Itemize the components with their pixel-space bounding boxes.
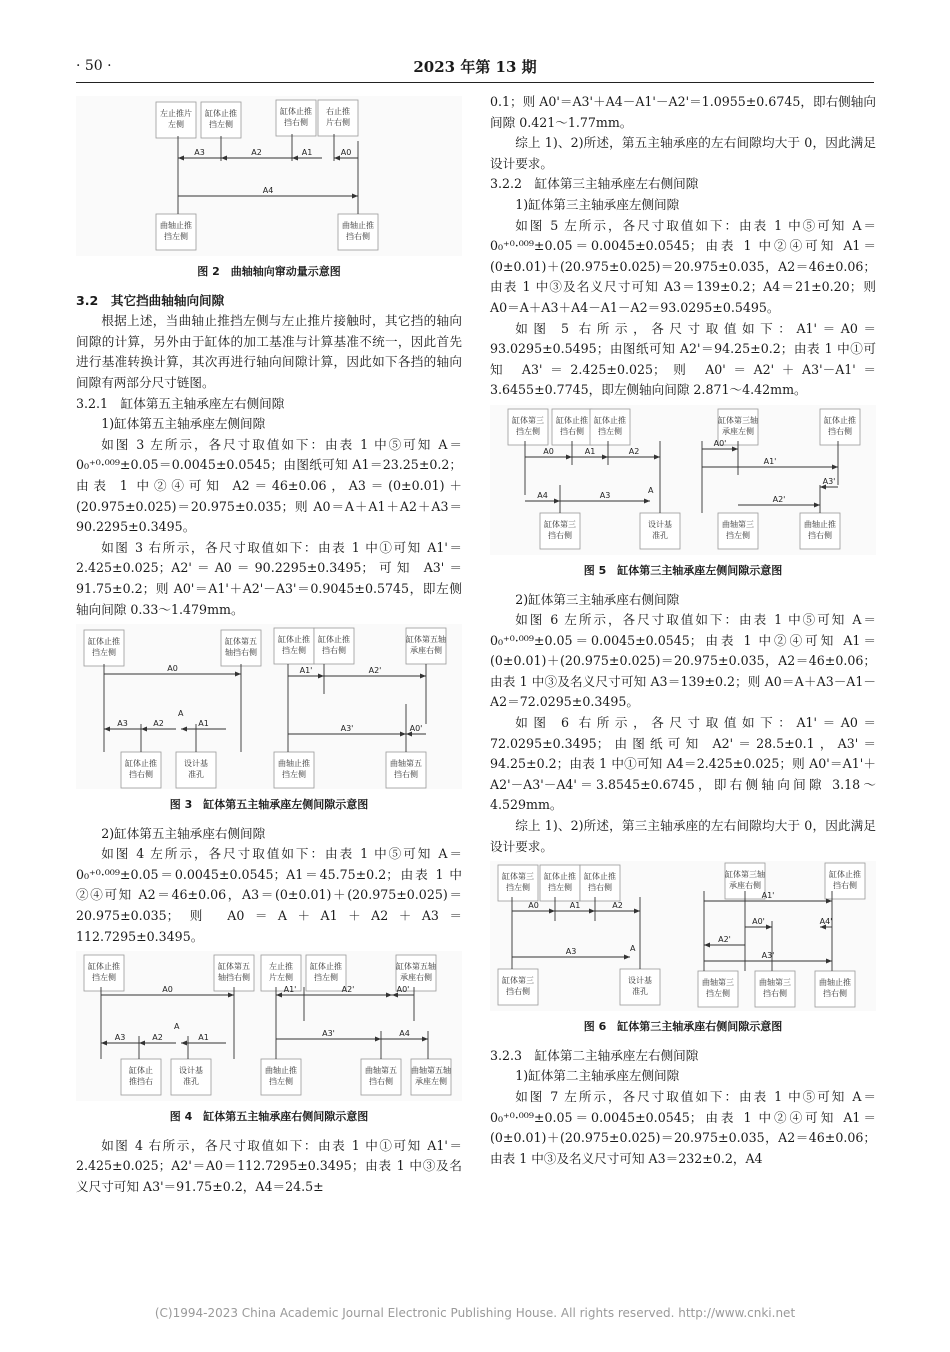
box-r-crank-5-left-text: 承座左侧 [415,1077,447,1087]
dim-r-a4-arrow [422,1037,428,1042]
box-l-block-thrust-left-text: 缸体止推 [88,637,120,647]
dim-l-a4-arrow [554,498,560,503]
box-block-thrust-right-text: 挡右侧 [284,118,308,127]
dim-a4-label: A4 [262,186,274,195]
box-block-thrust-right-text: 缸体止推 [280,107,312,116]
dim-l-a1-label: A1 [569,901,581,911]
dim-l-a3-label: A3 [117,719,128,729]
dim-l-a0-arrow [549,909,555,914]
figure-2-caption: 图 2 曲轴轴向窜动量示意图 [197,265,341,278]
dim-a2-label: A2 [251,148,262,157]
box-l-datum-hole-text: 设计基 [648,519,672,529]
box-block-thrust-left-text: 缸体止推 [205,109,237,118]
dim-r-a3p-arrow [826,959,832,964]
figure-6-caption: 图 6 缸体第三主轴承座右侧间隙示意图 [583,1020,783,1034]
running-header [76,52,874,83]
dim-l-a1-arrow [589,909,595,914]
box-r-block-3-right-text: 承座右侧 [729,881,761,891]
dim-l-a-label: A [648,485,654,495]
paragraph: 如图 4 左所示，各尺寸取值如下：由表 1 中⑤可知 A＝0₀⁺⁰·⁰⁰⁹±0.05＝0.0045±0.0545；A1＝45.75±0.2；由表 1 中②④可知 A2＝46±0.06，A3＝(0±0.01)＋(20.975±0.025)＝20.975±0.035；则 A0＝A＋A1＋A2＋A3＝112.7295±0.3495。 [76,846,462,944]
figure-4 [76,951,462,1101]
dim-r-a4-label: A4 [399,1029,410,1039]
box-r-block-thrust-left-text: 挡左侧 [282,646,306,656]
paragraph: 如图 4 右所示，各尺寸取值如下：由表 1 中①可知 A1'＝2.425±0.025；A2'＝A0＝112.7295±0.3495；由表 1 中③及名义尺寸可知 A3'＝91.75±0.2，A4＝24.5± [76,1137,462,1195]
box-r-block-thrust-right-text: 缸体止推 [318,635,350,645]
dim-r-a0p-label: A0' [713,438,727,448]
dim-l-a2-arrow [141,727,147,732]
left-column [76,92,462,1198]
figure-3 [76,624,462,789]
dim-r-a3p-arrow [375,1037,381,1042]
figure-6 [490,861,876,1011]
paragraph: 如图 3 右所示，各尺寸取值如下：由表 1 中①可知 A1'＝2.425±0.025；A2'＝A0＝90.2295±0.3495；可知 A3'＝91.75±0.2；则 A0'＝A1'＋A2'－A3'＝0.9045±0.5745，即左侧轴向间隙 0.33～1.479mm。 [76,539,462,617]
box-r-block-3-left-text: 缸体第三轴 [718,415,758,425]
box-r-crank-3-left-text: 曲轴第三 [722,519,754,529]
dim-r-a1p-label: A1' [763,456,777,466]
box-r-block-thrust-right-text: 缸体止推 [829,870,861,880]
box-l-block-thrust-left-text: 挡左侧 [92,648,116,658]
box-r-block-5-right-text: 缸体第五轴 [396,962,436,972]
figure-5-caption: 图 5 缸体第三主轴承座左侧间隙示意图 [583,563,783,577]
box-r-crank-5-right-text: 曲轴第五 [365,1066,397,1076]
paragraph: 如图 3 左所示，各尺寸取值如下：由表 1 中⑤可知 A＝0₀⁺⁰·⁰⁰⁹±0.05＝0.0045±0.0545；由图纸可知 A1＝23.25±0.2；由表 1 中②④可知 A2＝46±0.06，A3＝(0±0.01)＋(20.975±0.025)＝20.975±0.035；则 A0＝A＋A1＋A2＋A3＝90.2295±0.3495。 [76,436,462,535]
box-l-block-3-right-text: 缸体第三 [502,976,534,986]
dim-a3-label: A3 [194,148,205,157]
dim-l-a2-label: A2 [152,1033,163,1043]
dim-l-a3-arrow [101,1041,107,1046]
box-r-block-3-left-text: 承座左侧 [722,426,754,436]
dim-l-a3-label: A3 [114,1033,126,1043]
paragraph: 综上 1)、2)所述，第五主轴承座的左右间隙均大于 0，因此满足设计要求。 [490,135,876,171]
box-l-block-3-right-text: 挡右侧 [548,530,572,540]
dim-l-a3-label: A3 [565,947,577,957]
box-r-block-5-right-text: 承座右侧 [410,646,442,656]
dim-r-a0p-arrow [766,925,772,930]
dim-r-a2p-arrow [386,993,392,998]
box-r-block-thrust-right-text: 挡右侧 [322,646,346,656]
copyright-footer: (C)1994-2023 China Academic Journal Electronic Publishing House. All rights reserved. http://www.cnki.net [154,1306,796,1320]
dim-r-a2p-label: A2' [341,985,355,995]
dim-a0-label: A0 [340,148,352,157]
dim-l-a2-arrow [654,454,660,459]
box-l-block-thrust-right-text: 缸体止推 [125,759,157,769]
box-l-block-thrust-right-text: 缸体止推 [556,415,588,425]
box-l-block-3-left-text: 挡左侧 [516,426,540,436]
box-l-block-thrust-right-text: 缸体止 [129,1066,153,1076]
dim-l-a1-arrow [602,454,608,459]
dim-l-a2-arrow [634,909,640,914]
figure-4-diagram [76,951,462,1101]
dim-l-a3-arrow [104,727,110,732]
figure-5-diagram [490,405,876,555]
box-left-thrust-left-text: 左侧 [168,120,184,129]
box-r-crank-thrust-left-text: 曲轴止推 [265,1066,297,1076]
dim-l-a0-label: A0 [528,901,539,911]
box-r-crank-5-right-text: 曲轴第五 [390,759,422,769]
dim-l-a1-label: A1 [584,446,596,456]
subheading: 2)缸体第三主轴承座右侧间隙 [515,591,680,607]
box-l-block-3-left-text: 挡左侧 [506,883,530,893]
dim-a1-label: A1 [301,148,313,157]
subheading: 1)缸体第二主轴承座左侧间隙 [515,1068,680,1084]
dim-l-a2-label: A2 [628,446,640,456]
dim-l-a4-label: A4 [537,490,548,500]
box-r-block-3-right-text: 缸体第三轴 [725,870,765,880]
box-l-block-5-right-text: 轴挡右侧 [218,973,250,983]
paragraph: 如图 5 左所示，各尺寸取值如下：由表 1 中⑤可知 A＝0₀⁺⁰·⁰⁰⁹±0.05＝0.0045±0.0545；由表 1 中②④可知 A1＝(0±0.01)＋(20.975±0.025)＝20.975±0.035，A2＝46±0.06；由表 1 中③及名义尺寸可知 A3＝139±0.2；A4＝21±0.20；则 A0＝A＋A3＋A4－A1－A2＝93.0295±0.5495。 [490,217,876,315]
dim-r-a1p-label: A1' [283,985,297,995]
box-r-block-5-right-text: 承座右侧 [400,973,432,983]
box-r-block-thrust-right-text: 挡右侧 [833,881,857,891]
dim-l-a0-arrow [228,993,234,998]
journal-issue: 2023 年第 13 期 [413,58,537,76]
dim-r-a1p-label: A1' [761,891,775,901]
right-column [490,92,876,1169]
dim-r-a0p-label: A0' [396,985,410,995]
subheading: 1)缸体第三主轴承座左侧间隙 [515,196,680,212]
box-r-crank-3-left-text: 曲轴第三 [702,978,734,988]
dim-r-a1p-arrow [276,993,282,998]
box-l-block-5-right-text: 缸体第五 [225,637,257,647]
box-r-crank-3-right-text: 挡右侧 [763,989,787,999]
subheading: 1)缸体第五主轴承座左侧间隙 [101,416,266,432]
paragraph: 如图 7 左所示，各尺寸取值如下：由表 1 中⑤可知 A＝0₀⁺⁰·⁰⁰⁹±0.05＝0.0045±0.0545；由表 1 中②④可知 A1＝(0±0.01)＋(20.975±0.025)＝20.975±0.035，A2＝46±0.06；由表 1 中③及名义尺寸可知 A3＝232±0.2，A4 [490,1089,876,1166]
box-r-crank-thrust-left-text: 曲轴止推 [278,759,310,769]
box-right-thrust-right-text: 右止推 [326,107,350,116]
dim-a3-arrow [178,156,184,161]
box-l-block-thrust-right-text: 推挡右 [129,1077,153,1087]
box-l-datum-hole-text: 设计基 [628,976,652,986]
paragraph: 如图 6 右所示，各尺寸取值如下：A1'＝A0＝72.0295±0.3495；由图纸可知 A2'＝28.5±0.1，A3'＝94.25±0.2；由表 1 中①可知 A4＝2.425±0.025；则 A0'＝A1'＋A2'－A3'－A4'＝3.8545±0.6745，即右侧轴向间隙 3.18～4.529mm。 [490,715,876,813]
box-l-block-5-right-text: 轴挡右侧 [225,648,257,658]
dim-r-a3p-label: A3' [822,476,836,486]
box-r-block-5-right-text: 缸体第五轴 [406,635,446,645]
box-l-block-5-right-text: 缸体第五 [218,962,250,972]
dim-l-a1-arrow [181,727,187,732]
box-r-crank-3-left-text: 挡左侧 [726,530,750,540]
dim-r-a3p-label: A3' [340,724,354,734]
dim-r-a2p-label: A2' [718,935,731,945]
dim-l-a2-label: A2 [612,901,623,911]
page-number: · 50 · [76,58,112,74]
subheading: 2)缸体第五主轴承座右侧间隙 [101,825,266,841]
box-r-crank-thrust-left-text: 挡左侧 [282,770,306,780]
box-l-block-thrust-right-text: 挡右侧 [588,883,612,893]
figure-5 [490,405,876,555]
box-l-block-thrust-left-text: 缸体止推 [88,962,120,972]
dim-l-a0-label: A0 [162,985,173,995]
dim-r-a0p-label: A0' [409,724,423,734]
paragraph: 如图 5 右所示，各尺寸取值如下：A1'＝A0＝93.0295±0.5495；由图纸可知 A2'＝94.25±0.2；由表 1 中①可知 A3'＝2.425±0.025；则 A0'＝A2'＋A3'－A1'＝3.6455±0.7745，即左侧轴向间隙 2.871～4.42mm。 [490,320,876,398]
box-r-crank-5-left-text: 曲轴第五轴 [411,1066,451,1076]
dim-l-a1-label: A1 [198,719,209,729]
box-l-block-3-right-text: 缸体第三 [544,519,576,529]
box-block-thrust-left-text: 挡左侧 [209,120,233,129]
dim-r-a1p-arrow [832,464,838,469]
box-r-block-thrust-right-text: 缸体止推 [824,415,856,425]
paragraph: 综上 1)、2)所述，第三主轴承座的左右间隙均大于 0，因此满足设计要求。 [490,818,876,854]
dim-a2-arrow [221,156,227,161]
box-r-left-thrust-left-text: 左止推 [269,962,293,972]
box-r-block-thrust-left-text: 挡左侧 [314,973,338,983]
box-l-block-3-left-text: 缸体第三 [512,415,544,425]
dim-l-a-label: A [630,944,636,954]
dim-l-a2-label: A2 [153,719,164,729]
box-right-thrust-right-text: 片右侧 [326,118,350,127]
dim-r-a1p-label: A1' [299,666,313,676]
box-r-block-thrust-right-text: 挡右侧 [828,426,852,436]
dim-a1-arrow [292,156,298,161]
dim-r-a3p-arrow [400,732,406,737]
dim-r-a3p-label: A3' [322,1029,335,1039]
box-l-block-thrust-right-text: 挡右侧 [129,770,153,780]
dim-l-a3-label: A3 [599,490,611,500]
dim-r-a2p-arrow [814,502,820,507]
box-l-datum-hole-text: 准孔 [188,770,204,780]
box-crank-thrust-right-text: 曲轴止推 [342,221,374,230]
box-r-block-thrust-left-text: 缸体止推 [310,962,342,972]
box-l-datum-hole-text: 准孔 [183,1077,199,1087]
box-l-datum-hole-text: 设计基 [184,759,208,769]
dim-r-a0p-label: A0' [752,917,765,927]
paragraph: 根据上述，当曲轴止推挡左侧与左止推片接触时，其它挡的轴向间隙的计算，另外由于缸体的加工基准与计算基准不统一，因此首先进行基准转换计算，其次再进行轴向间隙计算，因此如下各挡的轴向间隙有两部分尺寸链图。 [76,313,462,390]
box-r-crank-thrust-right-text: 挡右侧 [823,989,847,999]
box-left-thrust-left-text: 左止推片 [160,109,192,118]
box-crank-thrust-left-text: 挡左侧 [164,232,188,241]
box-l-block-3-right-text: 挡右侧 [506,987,530,997]
dim-r-a0p-arrow [732,446,738,451]
box-crank-thrust-right-text: 挡右侧 [346,232,370,241]
box-l-block-thrust-left-text: 挡左侧 [598,426,622,436]
box-l-datum-hole-text: 准孔 [652,530,668,540]
box-r-crank-5-right-text: 挡右侧 [394,770,418,780]
dim-l-a0-label: A0 [167,664,178,674]
dim-l-a3-arrow [624,955,630,960]
dim-l-a0-arrow [235,672,241,677]
dim-r-a2p-label: A2' [368,666,382,676]
dim-a0-arrow [334,156,340,161]
paragraph: 如图 6 左所示，各尺寸取值如下：由表 1 中⑤可知 A＝0₀⁺⁰·⁰⁰⁹±0.05＝0.0045±0.0545；由表 1 中②④可知 A1＝(0±0.01)＋(20.975±0.025)＝20.975±0.035，A2＝46±0.06；由表 1 中③及名义尺寸可知 A3＝139±0.2；则 A0＝A＋A3－A1－A2＝72.0295±0.3495。 [490,612,876,710]
box-l-datum-hole-text: 设计基 [179,1066,203,1076]
dim-l-a0-arrow [566,454,572,459]
paragraph: 0.1；则 A0'＝A3'＋A4－A1'－A2'＝1.0955±0.6745，即右侧轴向间隙 0.421～1.77mm。 [490,94,876,130]
box-r-left-thrust-left-text: 片左侧 [269,973,293,983]
figure-6-diagram [490,861,876,1011]
box-l-block-thrust-left-text: 挡左侧 [92,973,116,983]
dim-a4-arrow [352,194,358,199]
dim-l-a0-label: A0 [543,446,554,456]
dim-r-a2p-label: A2' [772,494,786,504]
box-crank-thrust-left-text: 曲轴止推 [160,221,192,230]
box-l-block-thrust-left-text: 缸体止推 [544,872,576,882]
figure-4-caption: 图 4 缸体第五主轴承座右侧间隙示意图 [169,1110,369,1124]
box-l-block-thrust-right-text: 挡右侧 [560,426,584,436]
section-3-2-1-heading: 3.2.1 缸体第五主轴承座左右侧间隙 [76,395,285,411]
section-3-2-2-heading: 3.2.2 缸体第三主轴承座左右侧间隙 [490,176,699,192]
section-3-2-heading: 3.2 其它挡曲轴轴向间隙 [76,292,225,308]
dim-r-a2p-arrow [704,943,710,948]
box-l-datum-hole-text: 准孔 [632,987,648,997]
box-r-crank-thrust-right-text: 曲轴止推 [804,519,836,529]
dim-l-a2-arrow [139,1041,145,1046]
box-r-block-thrust-left-text: 缸体止推 [278,635,310,645]
section-3-2-3-heading: 3.2.3 缸体第二主轴承座左右侧间隙 [490,1047,699,1063]
dim-r-a1p-arrow [318,674,324,679]
dim-l-a3-arrow [644,498,650,503]
dim-l-a-label: A [178,709,184,719]
figure-2-diagram [76,96,462,256]
box-l-block-3-left-text: 缸体第三 [502,872,534,882]
dim-l-a1-label: A1 [198,1033,209,1043]
box-r-crank-3-left-text: 挡左侧 [706,989,730,999]
box-r-crank-thrust-right-text: 挡右侧 [808,530,832,540]
figure-3-diagram [76,624,462,789]
box-r-crank-3-right-text: 曲轴第三 [759,978,791,988]
dim-l-a1-arrow [181,1041,187,1046]
box-l-block-thrust-left-text: 缸体止推 [594,415,626,425]
box-r-crank-thrust-right-text: 曲轴止推 [819,978,851,988]
dim-r-a3p-label: A3' [761,951,775,961]
box-r-crank-5-right-text: 挡右侧 [369,1077,393,1087]
figure-3-caption: 图 3 缸体第五主轴承座左侧间隙示意图 [169,798,369,812]
figure-2 [76,96,462,256]
dim-r-a4p-label: A4' [819,917,833,927]
box-r-crank-thrust-left-text: 挡左侧 [269,1077,293,1087]
box-l-block-thrust-left-text: 挡左侧 [548,883,572,893]
box-l-block-thrust-right-text: 缸体止推 [584,872,616,882]
dim-r-a2p-arrow [420,674,426,679]
dim-l-a-label: A [174,1022,180,1032]
